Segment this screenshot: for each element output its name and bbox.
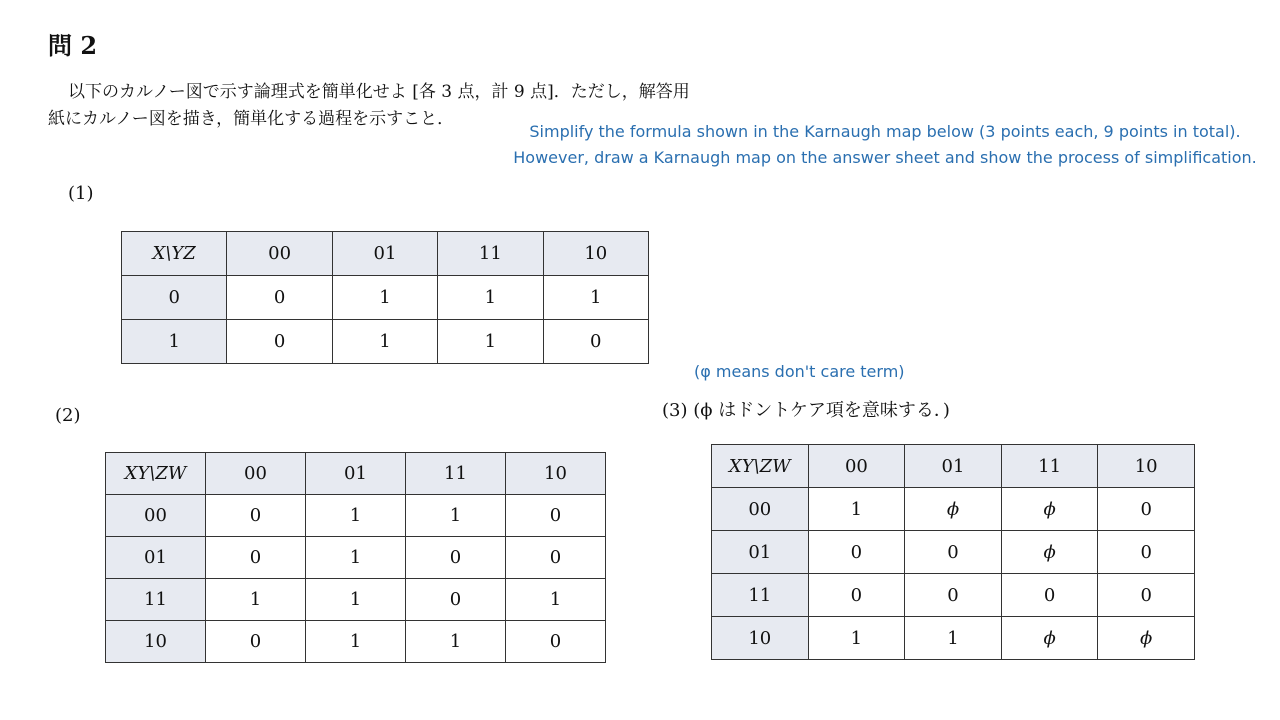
map-cell: 0 <box>406 579 506 621</box>
map-cell: 0 <box>506 537 606 579</box>
column-header: 11 <box>438 232 543 276</box>
map-cell: 0 <box>206 621 306 663</box>
column-header: 00 <box>206 453 306 495</box>
map-cell: 1 <box>332 320 437 364</box>
column-header: 01 <box>905 445 1002 488</box>
column-header: 11 <box>1001 445 1098 488</box>
karnaugh-map-1 <box>121 231 649 364</box>
map-cell: 1 <box>332 276 437 320</box>
column-header: 00 <box>227 232 332 276</box>
row-header: 11 <box>712 574 809 617</box>
map-cell: ϕ <box>905 488 1002 531</box>
map-cell: 0 <box>1001 574 1098 617</box>
map-cell: 0 <box>808 574 905 617</box>
map-cell: 1 <box>506 579 606 621</box>
table-row <box>106 579 606 621</box>
map-cell: 1 <box>808 488 905 531</box>
table-row <box>712 531 1195 574</box>
dont-care-note: (φ means don't care term) <box>694 362 905 381</box>
table-row <box>122 276 649 320</box>
corner-header: XY\ZW <box>106 453 206 495</box>
column-header: 01 <box>332 232 437 276</box>
table-row <box>712 574 1195 617</box>
column-header: 00 <box>808 445 905 488</box>
problem-3-label: (3) (ϕ はドントケア項を意味する．) <box>662 400 950 421</box>
map-cell: 0 <box>206 537 306 579</box>
instructions-ja-line1: 以下のカルノー図で示す論理式を簡単化せよ [各 3 点，計 9 点]．ただし，解答用 <box>68 82 690 102</box>
row-header: 01 <box>106 537 206 579</box>
map-cell: 1 <box>905 617 1002 660</box>
map-cell: 1 <box>808 617 905 660</box>
map-cell: 0 <box>543 320 648 364</box>
row-header: 00 <box>712 488 809 531</box>
instructions-ja-line2: 紙にカルノー図を描き，簡単化する過程を示すこと． <box>48 109 455 129</box>
row-header: 0 <box>122 276 227 320</box>
problem-2-label: (2) <box>55 405 81 426</box>
map-cell: 1 <box>406 621 506 663</box>
map-cell: 0 <box>506 621 606 663</box>
map-cell: 1 <box>438 320 543 364</box>
corner-header: XY\ZW <box>712 445 809 488</box>
row-header: 11 <box>106 579 206 621</box>
map-cell: 0 <box>905 531 1002 574</box>
map-cell: ϕ <box>1001 531 1098 574</box>
map-cell: 1 <box>543 276 648 320</box>
row-header: 10 <box>712 617 809 660</box>
table-row <box>122 320 649 364</box>
question-title: 問 2 <box>48 31 98 60</box>
map-cell: 0 <box>1098 574 1195 617</box>
map-cell: 0 <box>905 574 1002 617</box>
column-header: 10 <box>1098 445 1195 488</box>
row-header: 01 <box>712 531 809 574</box>
map-cell: 1 <box>306 495 406 537</box>
karnaugh-map-3 <box>711 444 1195 660</box>
map-cell: ϕ <box>1001 617 1098 660</box>
column-header: 01 <box>306 453 406 495</box>
problem-1-label: (1) <box>68 183 94 204</box>
corner-header: X\YZ <box>122 232 227 276</box>
table-row <box>106 495 606 537</box>
table-row <box>712 488 1195 531</box>
column-header: 10 <box>543 232 648 276</box>
row-header: 1 <box>122 320 227 364</box>
table-row <box>712 617 1195 660</box>
map-cell: 0 <box>808 531 905 574</box>
map-cell: 0 <box>227 276 332 320</box>
row-header: 10 <box>106 621 206 663</box>
map-cell: 0 <box>506 495 606 537</box>
map-cell: 0 <box>1098 531 1195 574</box>
map-cell: 1 <box>306 537 406 579</box>
map-cell: 0 <box>227 320 332 364</box>
map-cell: 0 <box>1098 488 1195 531</box>
map-cell: 0 <box>406 537 506 579</box>
table-row <box>106 621 606 663</box>
map-cell: 1 <box>306 621 406 663</box>
map-cell: ϕ <box>1098 617 1195 660</box>
karnaugh-map-2 <box>105 452 606 663</box>
instructions-en: Simplify the formula shown in the Karnaugh map below (3 points each, 9 points in total). However, draw a Karnaugh map on the answer sheet and show the process of simplification. <box>513 122 1257 167</box>
map-cell: 1 <box>406 495 506 537</box>
map-cell: 1 <box>206 579 306 621</box>
map-cell: 1 <box>438 276 543 320</box>
map-cell: ϕ <box>1001 488 1098 531</box>
table-row <box>106 537 606 579</box>
column-header: 10 <box>506 453 606 495</box>
map-cell: 0 <box>206 495 306 537</box>
column-header: 11 <box>406 453 506 495</box>
map-cell: 1 <box>306 579 406 621</box>
row-header: 00 <box>106 495 206 537</box>
